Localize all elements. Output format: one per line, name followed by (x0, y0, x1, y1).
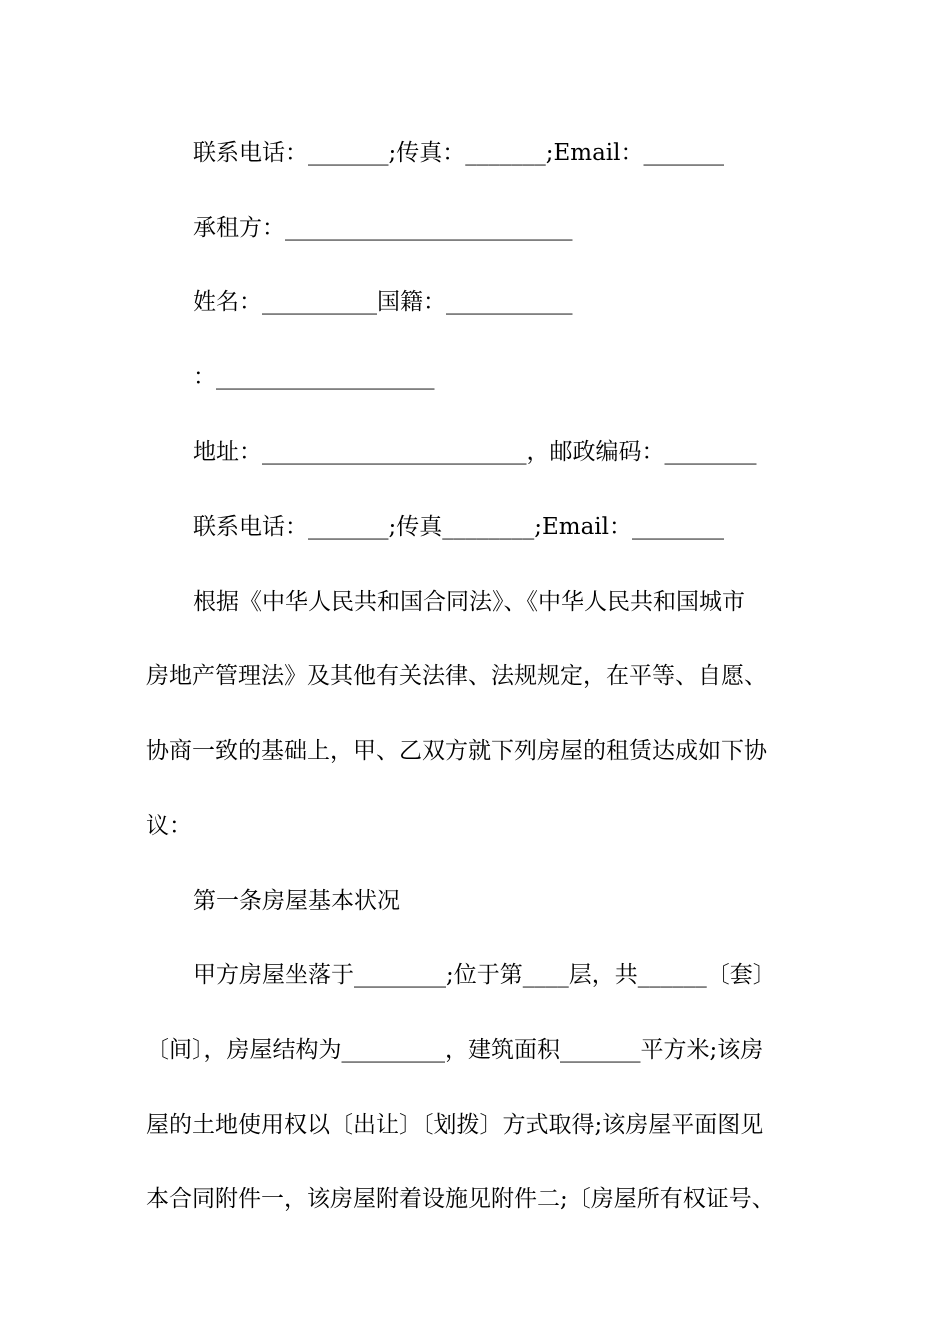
paragraph-line: 甲方房屋坐落于________;位于第____层，共______〔套〕 (193, 962, 776, 988)
lessor-contact-line: 联系电话：_______;传真：_______;Email：_______ (193, 140, 725, 166)
lessee-address-line: 地址：_______________________，邮政编码：________ (193, 439, 757, 465)
paragraph-line: 〔间〕，房屋结构为_________，建筑面积_______平方米;该房 (146, 1037, 764, 1063)
paragraph-line: 协商一致的基础上，甲、乙双方就下列房屋的租赁达成如下协 (146, 738, 767, 764)
lessee-heading-line: 承租方：_________________________ (193, 215, 573, 241)
paragraph-line: 房地产管理法》及其他有关法律、法规规定，在平等、自愿、 (146, 663, 767, 689)
lessee-name-nationality-line: 姓名：__________国籍：___________ (193, 289, 573, 315)
lessee-contact-line: 联系电话：_______;传真________;Email：________ (193, 514, 725, 540)
paragraph-line: 根据《中华人民共和国合同法》、《中华人民共和国城市 (193, 589, 745, 615)
lessee-id-line: ：___________________ (193, 364, 435, 390)
paragraph-line: 本合同附件一，该房屋附着设施见附件二;〔房屋所有权证号、 (146, 1186, 775, 1212)
paragraph-line: 屋的土地使用权以〔出让〕〔划拨〕方式取得;该房屋平面图见 (146, 1112, 764, 1138)
paragraph-line: 议： (146, 813, 192, 839)
section-heading: 第一条房屋基本状况 (193, 888, 400, 914)
